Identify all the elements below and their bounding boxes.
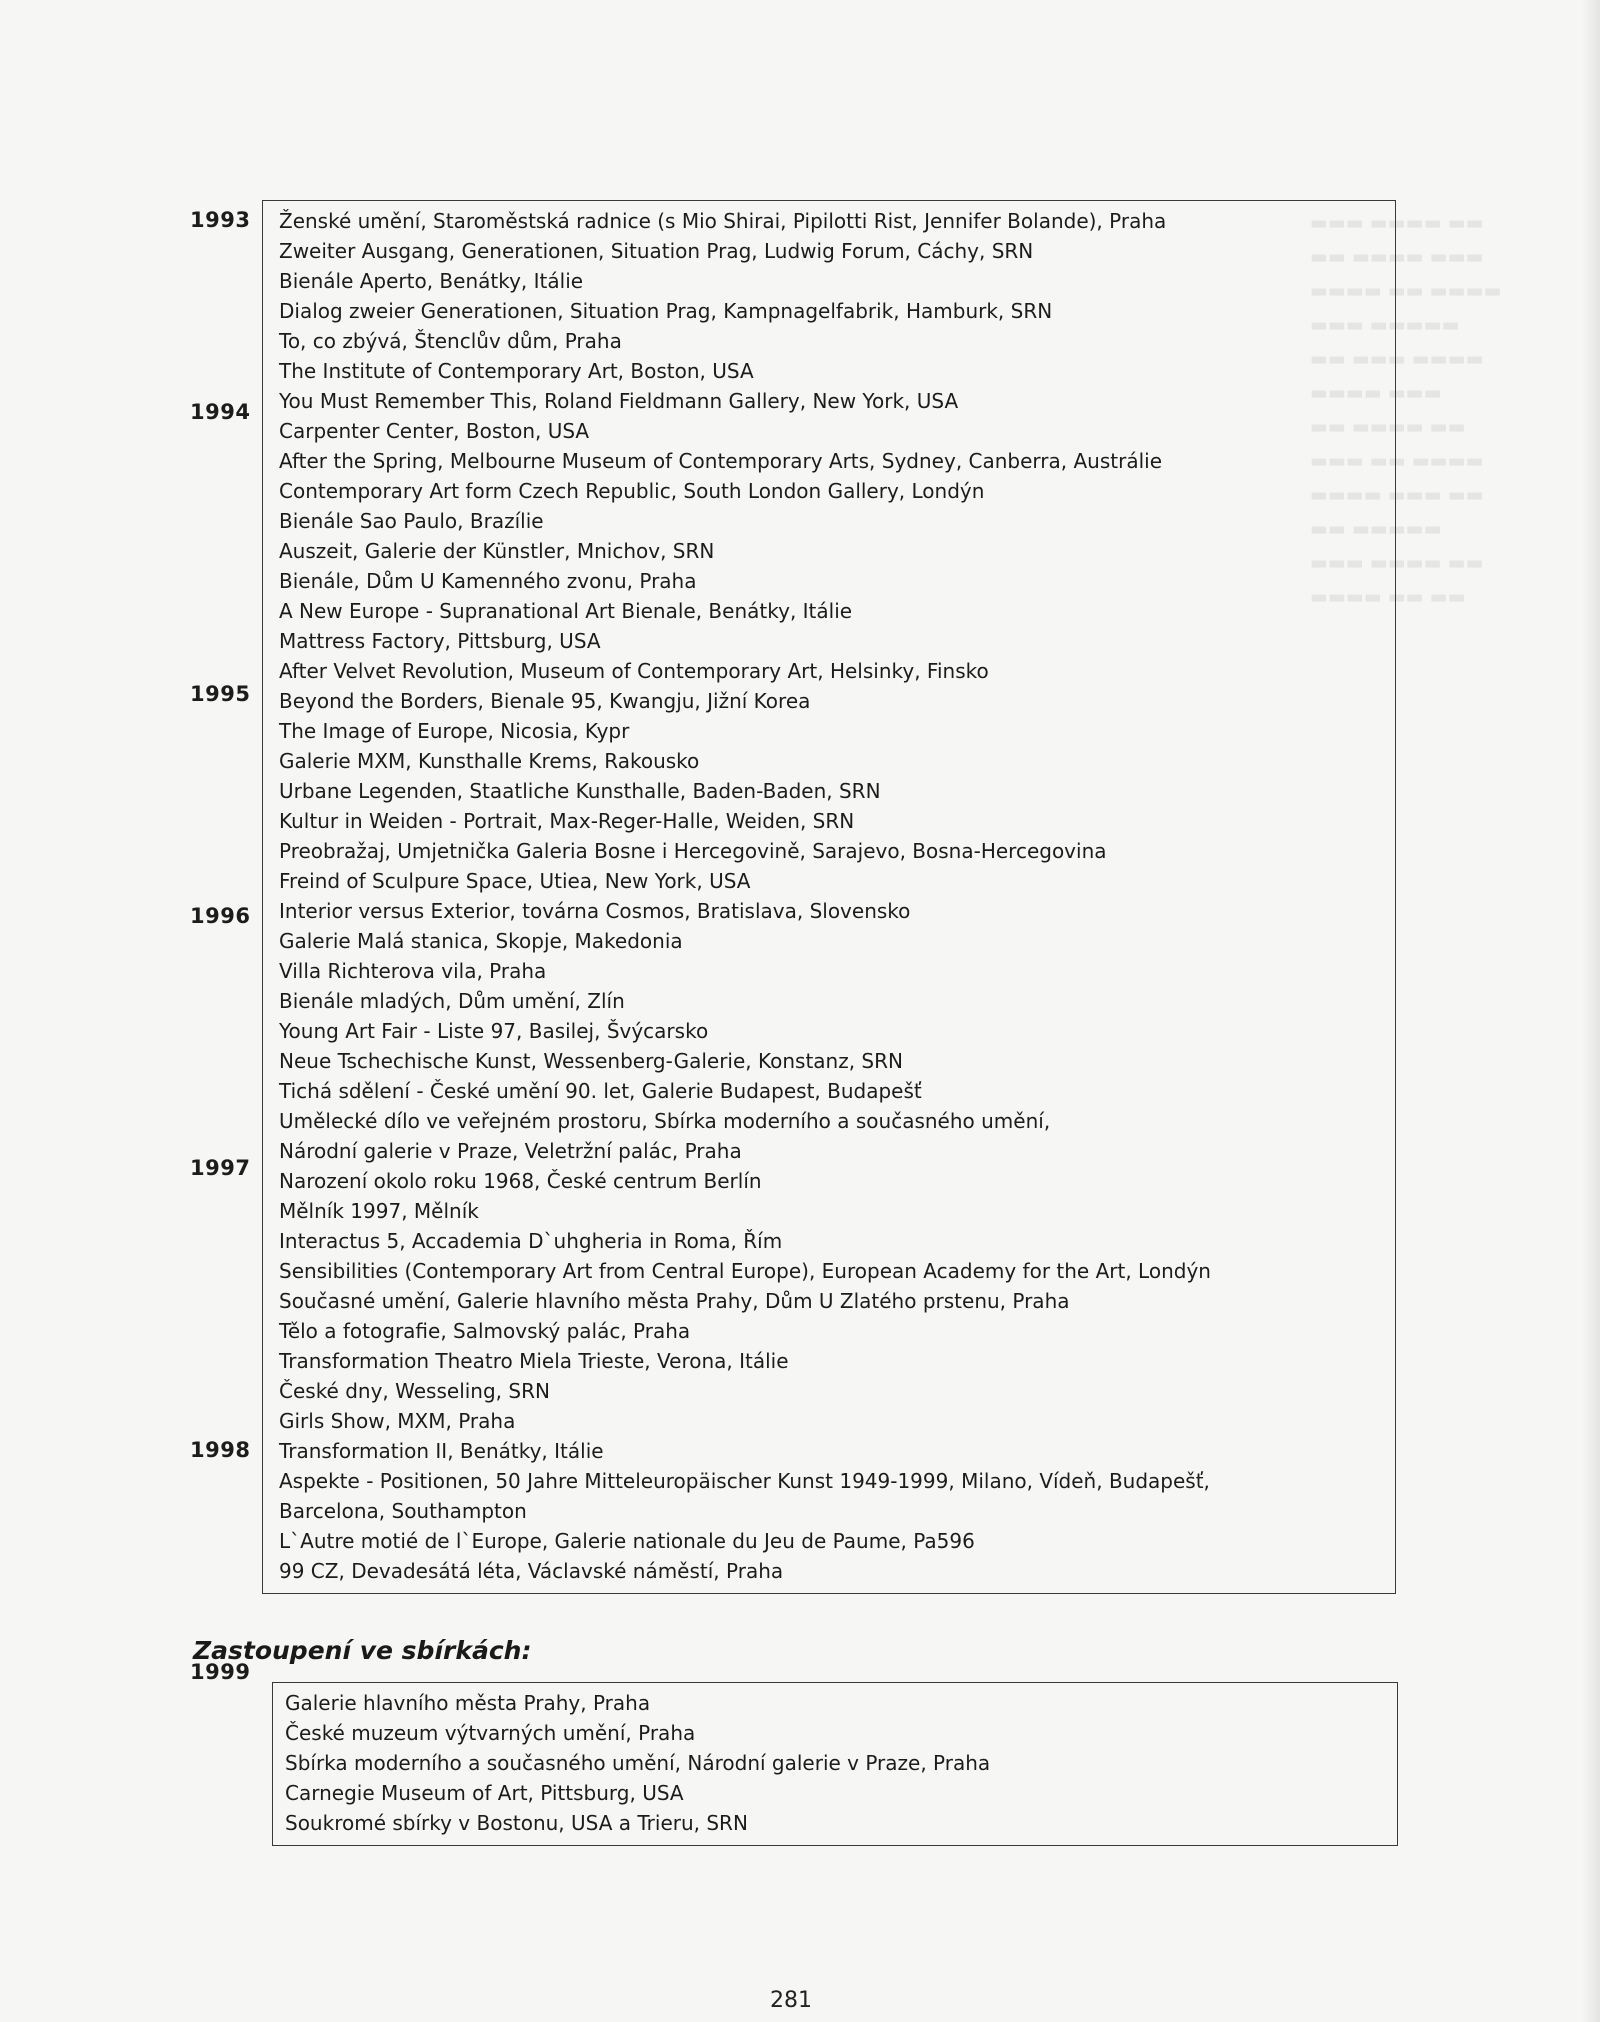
exhibition-entry: To, co zbývá, Štenclův dům, Praha [279,329,622,353]
exhibition-entry: Mattress Factory, Pittsburg, USA [279,629,601,653]
exhibition-entry: Transformation II, Benátky, Itálie [279,1439,604,1463]
exhibition-entry: Tělo a fotografie, Salmovský palác, Praha [279,1319,691,1343]
exhibition-entry: Interior versus Exterior, továrna Cosmos, Bratislava, Slovensko [279,899,911,923]
exhibition-entry: Sensibilities (Contemporary Art from Central Europe), European Academy for the Art, Londýn [279,1259,1211,1283]
bleed-through-ghost-text: ▬▬▬ ▬▬▬▬ ▬▬ ▬▬ ▬▬▬▬ ▬▬▬ ▬▬▬▬ ▬▬ ▬▬▬▬ ▬▬▬ ▬▬▬▬▬ ▬▬ ▬▬▬ ▬▬▬▬ ▬▬▬▬ ▬▬▬ ▬▬ ▬▬▬▬ ▬▬ ▬▬▬ ▬▬ ▬▬▬▬ ▬▬▬▬ ▬▬▬ ▬▬ ▬▬ ▬▬▬▬▬ ▬▬▬ ▬▬▬▬ ▬▬ ▬▬▬▬ ▬▬ ▬▬ [1310,212,1502,608]
exhibition-entry: Preobražaj, Umjetnička Galeria Bosne i Hercegovině, Sarajevo, Bosna-Hercegovina [279,839,1107,863]
collections-heading: Zastoupení ve sbírkách: [193,1636,532,1665]
exhibition-entry: Bienále, Dům U Kamenného zvonu, Praha [279,569,697,593]
exhibition-entry: Bienále Sao Paulo, Brazílie [279,509,544,533]
exhibition-entry: Freind of Sculpure Space, Utiea, New York, USA [279,869,751,893]
exhibition-entry: After Velvet Revolution, Museum of Contemporary Art, Helsinky, Finsko [279,659,989,683]
year-label: 1997 [190,1156,251,1180]
exhibition-entry: Carpenter Center, Boston, USA [279,419,590,443]
exhibition-entry: Narození okolo roku 1968, České centrum Berlín [279,1169,762,1193]
exhibition-entry: You Must Remember This, Roland Fieldmann Gallery, New York, USA [279,389,959,413]
exhibition-entry: L`Autre motié de l`Europe, Galerie nationale du Jeu de Paume, Pa596 [279,1529,975,1553]
exhibition-entry: The Image of Europe, Nicosia, Kypr [279,719,630,743]
exhibition-entry: Bienále mladých, Dům umění, Zlín [279,989,625,1013]
exhibition-entry: Auszeit, Galerie der Künstler, Mnichov, SRN [279,539,715,563]
exhibition-entry: The Institute of Contemporary Art, Boston, USA [279,359,754,383]
exhibition-entry: Transformation Theatro Miela Trieste, Verona, Itálie [279,1349,789,1373]
exhibition-entry: Young Art Fair - Liste 97, Basilej, Švýcarsko [279,1019,709,1043]
collection-entry: České muzeum výtvarných umění, Praha [285,1721,696,1745]
collections-list [272,1682,1398,1846]
exhibition-entry: Neue Tschechische Kunst, Wessenberg-Galerie, Konstanz, SRN [279,1049,903,1073]
exhibition-entry: A New Europe - Supranational Art Bienale, Benátky, Itálie [279,599,853,623]
year-label: 1999 [190,1660,251,1684]
exhibition-entry: Barcelona, Southampton [279,1499,527,1523]
exhibition-entry: Beyond the Borders, Bienale 95, Kwangju, Jižní Korea [279,689,811,713]
exhibition-entry: České dny, Wesseling, SRN [279,1379,550,1403]
exhibition-entry: Kultur in Weiden - Portrait, Max-Reger-Halle, Weiden, SRN [279,809,855,833]
year-label: 1993 [190,208,251,232]
exhibition-entry: Současné umění, Galerie hlavního města Prahy, Dům U Zlatého prstenu, Praha [279,1289,1070,1313]
year-label: 1994 [190,400,251,424]
exhibition-entry: Interactus 5, Accademia D`uhgheria in Roma, Řím [279,1229,783,1253]
exhibition-entry: Ženské umění, Staroměstská radnice (s Mio Shirai, Pipilotti Rist, Jennifer Bolande), Praha [279,209,1167,233]
exhibition-entry: Urbane Legenden, Staatliche Kunsthalle, Baden-Baden, SRN [279,779,881,803]
year-label: 1998 [190,1438,251,1462]
exhibition-entry: Galerie MXM, Kunsthalle Krems, Rakousko [279,749,700,773]
exhibition-entry: Villa Richterova vila, Praha [279,959,547,983]
exhibition-entry: Zweiter Ausgang, Generationen, Situation Prag, Ludwig Forum, Cáchy, SRN [279,239,1034,263]
exhibition-entry: Dialog zweier Generationen, Situation Prag, Kampnagelfabrik, Hamburk, SRN [279,299,1053,323]
year-label: 1995 [190,682,251,706]
exhibition-entry: Aspekte - Positionen, 50 Jahre Mitteleuropäischer Kunst 1949-1999, Milano, Vídeň, Budapešť, [279,1469,1210,1493]
collection-entry: Galerie hlavního města Prahy, Praha [285,1691,651,1715]
collection-entry: Carnegie Museum of Art, Pittsburg, USA [285,1781,684,1805]
exhibition-entry: Girls Show, MXM, Praha [279,1409,516,1433]
exhibition-entry: Galerie Malá stanica, Skopje, Makedonia [279,929,683,953]
page-number: 281 [770,1988,812,2013]
exhibition-entry: 99 CZ, Devadesátá léta, Václavské náměstí, Praha [279,1559,784,1583]
collection-entry: Sbírka moderního a současného umění, Národní galerie v Praze, Praha [285,1751,991,1775]
collection-entry: Soukromé sbírky v Bostonu, USA a Trieru, SRN [285,1811,748,1835]
exhibition-entry: Bienále Aperto, Benátky, Itálie [279,269,584,293]
exhibition-entry: Contemporary Art form Czech Republic, South London Gallery, Londýn [279,479,985,503]
exhibition-entry: After the Spring, Melbourne Museum of Contemporary Arts, Sydney, Canberra, Austrálie [279,449,1163,473]
exhibition-entry: Umělecké dílo ve veřejném prostoru, Sbírka moderního a současného umění, [279,1109,1051,1133]
exhibition-list [262,200,1396,1594]
year-label: 1996 [190,904,251,928]
year-column [190,200,262,1729]
exhibition-entry: Národní galerie v Praze, Veletržní palác, Praha [279,1139,742,1163]
exhibition-entry: Tichá sdělení - České umění 90. let, Galerie Budapest, Budapešť [279,1079,922,1103]
exhibitions-table [190,200,1396,1729]
exhibition-entry: Mělník 1997, Mělník [279,1199,479,1223]
